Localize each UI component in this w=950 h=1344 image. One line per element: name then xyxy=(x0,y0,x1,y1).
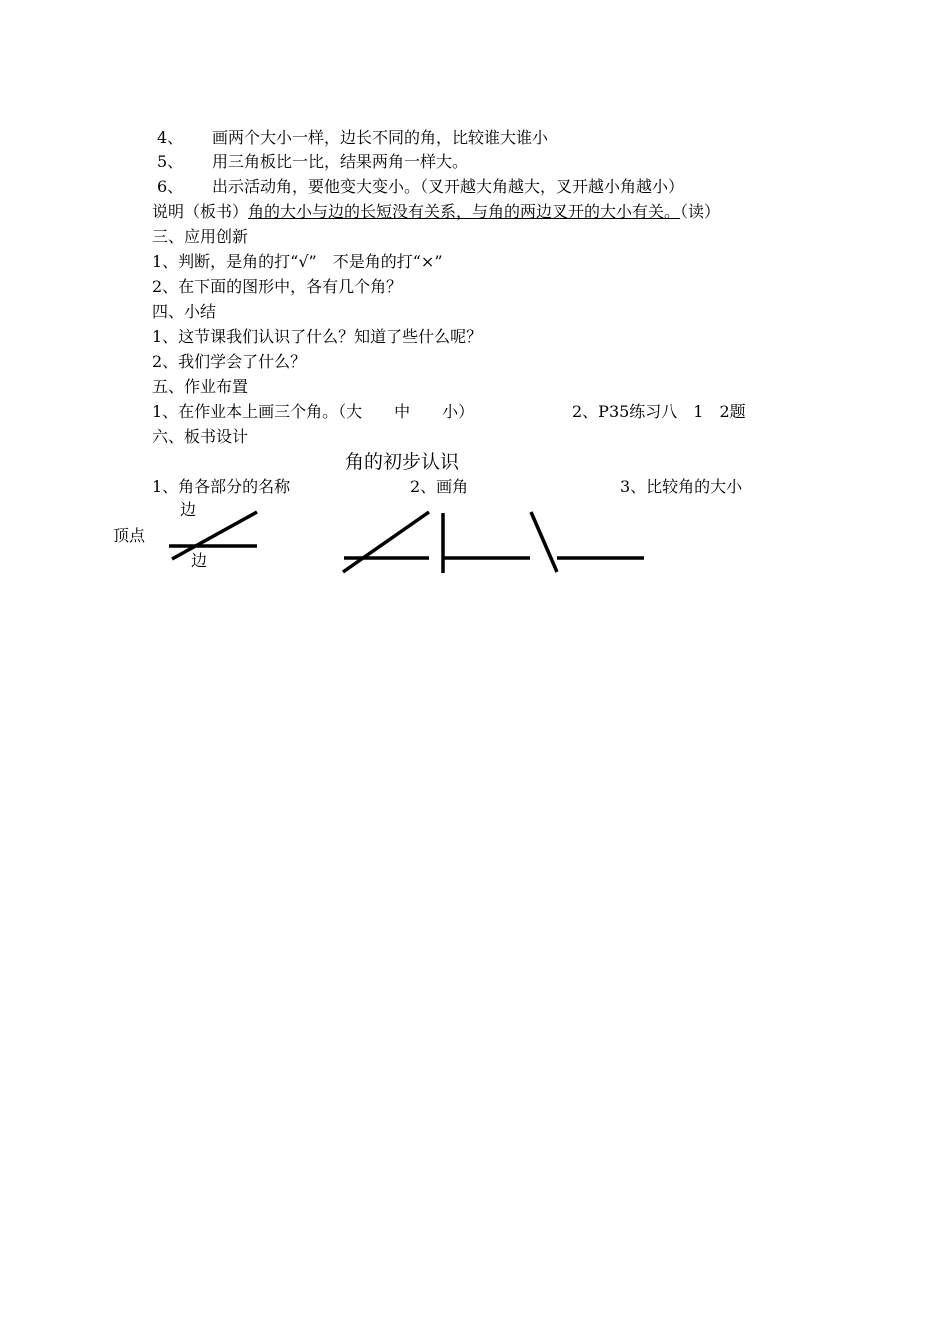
angle-edge-slanted xyxy=(531,512,557,572)
step-number: 4、 xyxy=(157,128,184,147)
explanation-suffix: （读） xyxy=(680,202,721,221)
compare-angle-figure-obtuse xyxy=(531,512,644,572)
explanation-underlined: 角的大小与边的长短没有关系，与角的两边叉开的大小有关。 xyxy=(248,202,681,221)
step-text: 画两个大小一样，边长不同的角，比较谁大谁小 xyxy=(212,128,549,147)
section5-item-1: 1、在作业本上画三个角。（大 中 小） xyxy=(152,402,475,421)
label-edge-bottom: 边 xyxy=(191,551,208,570)
angle-edge-diagonal xyxy=(172,512,257,559)
step-text: 用三角板比一比，结果两角一样大。 xyxy=(212,152,469,171)
step-text: 出示活动角，要他变大变小。（叉开越大角越大，叉开越小角越小） xyxy=(212,177,685,196)
section5-item-2: 2、P35练习八 1 2题 xyxy=(572,402,746,421)
section4-item-2: 2、我们学会了什么？ xyxy=(152,352,307,371)
board-col-2: 2、画角 xyxy=(410,477,469,496)
angle-parts-figure xyxy=(169,512,257,559)
section4-item-1: 1、这节课我们认识了什么？知道了些什么呢？ xyxy=(152,327,483,346)
label-vertex: 顶点 xyxy=(113,526,146,545)
compare-angle-figure-right xyxy=(443,513,530,573)
section3-item-2: 2、在下面的图形中，各有几个角？ xyxy=(152,277,403,296)
explanation-prefix: 说明（板书） xyxy=(152,202,249,221)
label-edge-top: 边 xyxy=(180,500,197,519)
board-col-3: 3、比较角的大小 xyxy=(620,477,743,496)
angle-diagrams xyxy=(0,0,950,620)
step-number: 5、 xyxy=(157,152,184,171)
section3-item-1: 1、判断，是角的打“√” 不是角的打“×” xyxy=(152,252,443,271)
section3-heading: 三、应用创新 xyxy=(152,227,249,246)
section6-heading: 六、板书设计 xyxy=(152,427,249,446)
angle-edge-diagonal xyxy=(343,512,429,572)
step-number: 6、 xyxy=(157,177,184,196)
board-col-1: 1、角各部分的名称 xyxy=(152,477,291,496)
board-title: 角的初步认识 xyxy=(345,451,460,473)
section4-heading: 四、小结 xyxy=(152,302,217,321)
section5-heading: 五、作业布置 xyxy=(152,377,249,396)
draw-angle-figure xyxy=(343,512,429,572)
